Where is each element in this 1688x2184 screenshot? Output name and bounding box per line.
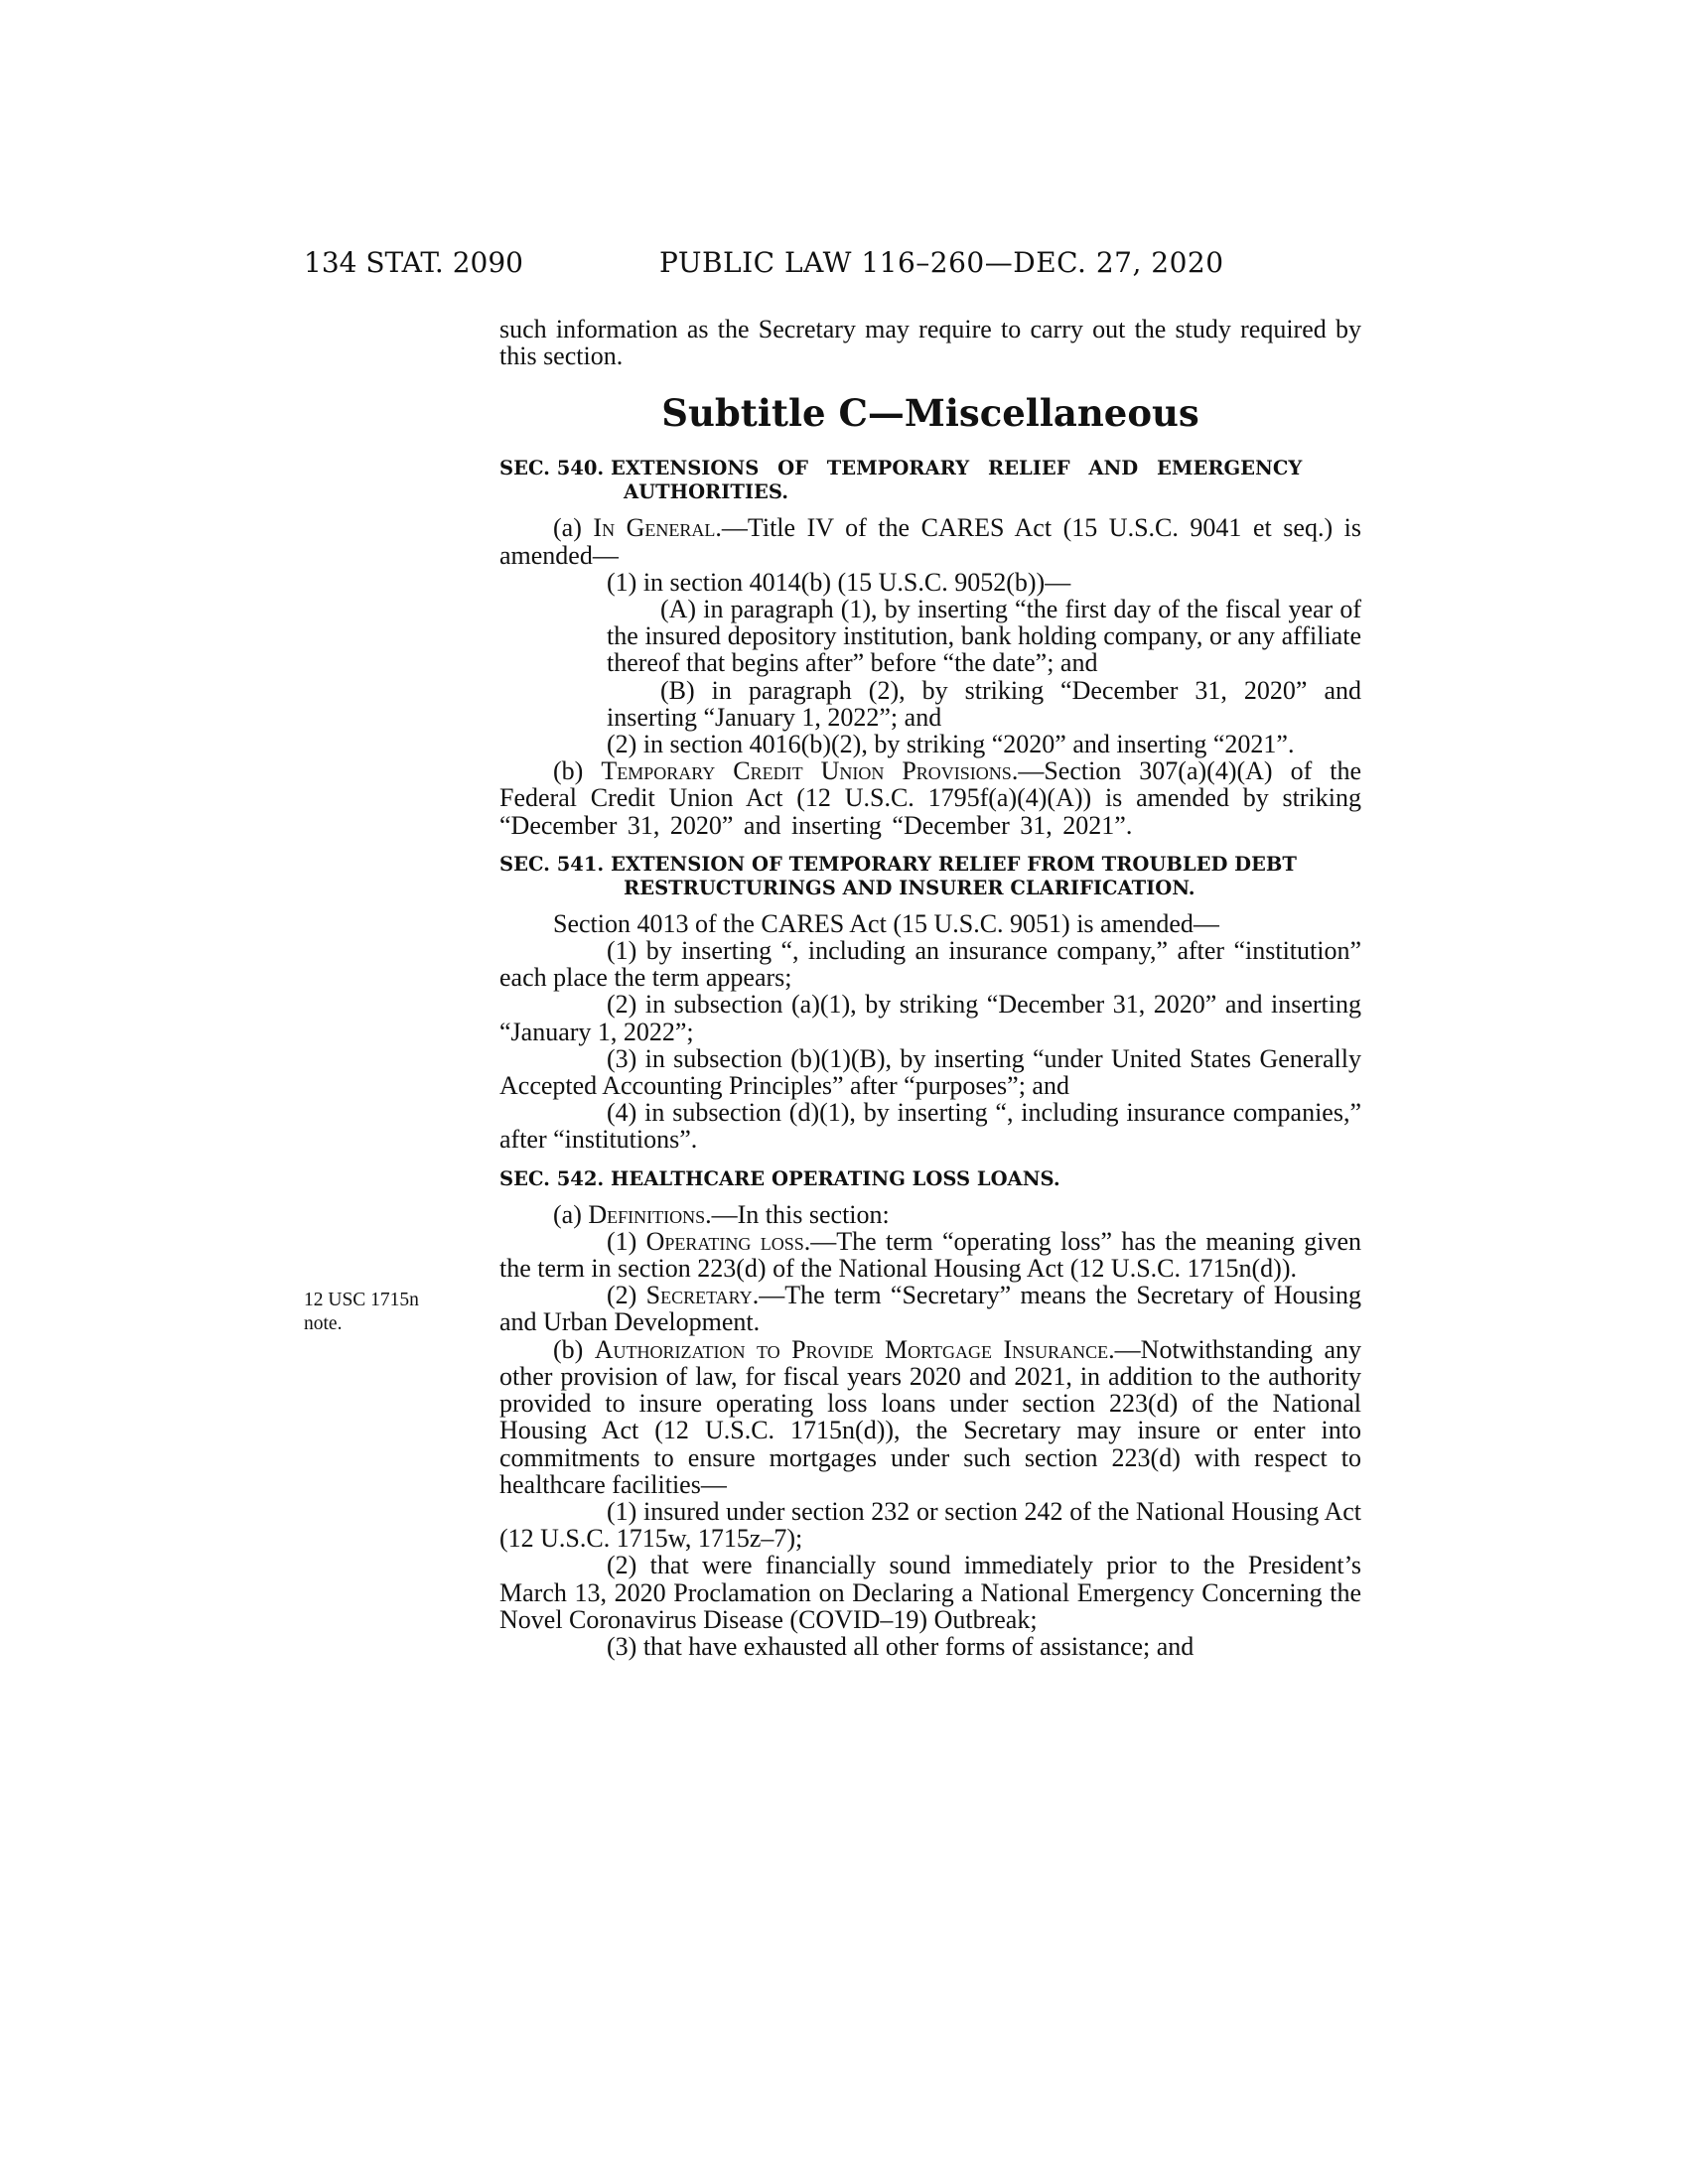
sec-540-heading [499,457,1361,504]
sec-540-a-1: (1) in section 4014(b) (15 U.S.C. 9052(b))— [607,567,1071,597]
sec-542-a-2: (2) Secretary.—The term “Secretary” means the Secretary of Housing and Urban Development. [499,1281,1361,1337]
sec-541-title-line2: RESTRUCTURINGS AND INSURER CLARIFICATION. [624,876,1196,899]
sec-540-title-line2: AUTHORITIES. [624,480,789,504]
statute-page-number: 134 STAT. 2090 [304,246,523,279]
sec-542-b-2: (2) that were financially sound immediately prior to the President’s March 13, 2020 Proclamation on Declaring a National Emergency Concerning the Novel Coronavirus Disease (COVID–19) Outbreak; [499,1551,1361,1634]
sec-541-title-line1: EXTENSION OF TEMPORARY RELIEF FROM TROUBLED DEBT [611,852,1297,876]
continuation-paragraph: such information as the Secretary may require to carry out the study required by this section. [499,315,1361,371]
sec-542-heading: SEC. 542. HEALTHCARE OPERATING LOSS LOANS. [499,1166,1060,1190]
sec-540-a: (a) In General.—Title IV of the CARES Act (15 U.S.C. 9041 et seq.) is amended— [499,513,1361,570]
sec-542-b-1: (1) insured under section 232 or section 242 of the National Housing Act (12 U.S.C. 1715w, 1715z–7); [499,1496,1361,1554]
sec-540-label: SEC. 540. [499,457,605,480]
sec-540-title-line1: EXTENSIONS OF TEMPORARY RELIEF AND EMERGENCY [611,457,1303,480]
sec-540-a-1-A-wrap [499,596,1361,731]
sec-540-b-heading: Temporary Credit Union Provisions [601,756,1012,786]
sec-542-a-1: (1) Operating loss.—The term “operating loss” has the meaning given the term in section 223(d) of the National Housing Act (12 U.S.C. 1715n(d)). [499,1226,1361,1284]
sec-542-b: (b) Authorization to Provide Mortgage Insurance.—Notwithstanding any other provision of law, for fiscal years 2020 and 2021, in addition to the authority provided to insure operating loss loans under section 223(d) of the National Housing Act (12 U.S.C. 1715n(d)), the Secretary may insure or enter into commitments to ensure mortgages under such section 223(d) with respect to healthcare facilities— [499,1334,1361,1499]
subtitle-heading: Subtitle C—Miscellaneous [661,391,1199,436]
sec-541-3: (3) in subsection (b)(1)(B), by inserting “under United States Generally Accepted Accounting Principles” after “purposes”; and [499,1043,1361,1101]
sec-540-a-2: (2) in section 4016(b)(2), by striking “2020” and inserting “2021”. [607,730,1295,759]
sec-541-4: (4) in subsection (d)(1), by inserting “, including insurance companies,” after “institutions”. [499,1098,1361,1155]
sec-542-b-heading: Authorization to Provide Mortgage Insurance [594,1334,1109,1364]
sec-540-b: (b) Temporary Credit Union Provisions.—Section 307(a)(4)(A) of the Federal Credit Union Act (12 U.S.C. 1795f(a)(4)(A)) is amended by striking “December 31, 2020” and inserting “December 31, 2021”. [499,756,1361,840]
sec-541-1: (1) by inserting “, including an insurance company,” after “institution” each place the term appears; [499,936,1361,993]
sec-542-a-heading: Definitions [588,1199,706,1229]
margin-note-line1: 12 USC 1715n [304,1290,419,1310]
margin-note-line2: note. [304,1313,343,1334]
sec-542-a: (a) Definitions.—In this section: [553,1199,890,1229]
sec-541-lead: Section 4013 of the CARES Act (15 U.S.C. 9051) is amended— [553,908,1219,938]
sec-542-a-1-heading: Operating loss [645,1226,804,1256]
margin-note [304,1289,453,1336]
sec-542-a-2-heading: Secretary [645,1281,753,1310]
sec-542-b-3: (3) that have exhausted all other forms of assistance; and [607,1631,1195,1661]
sec-540-a-1-B: (B) in paragraph (2), by striking “December 31, 2020” and inserting “January 1, 2022”; and [607,675,1361,732]
sec-540-a-heading: In General [593,513,716,543]
sec-541-label: SEC. 541. [499,852,605,876]
sec-540-a-1-A: (A) in paragraph (1), by inserting “the first day of the fiscal year of the insured depository institution, bank holding company, or any affiliate thereof that begins after” before “the date”; and [607,595,1361,678]
sec-541-2: (2) in subsection (a)(1), by striking “December 31, 2020” and inserting “January 1, 2022”; [499,990,1361,1046]
body-column [499,316,1361,1660]
public-law-header: PUBLIC LAW 116–260—DEC. 27, 2020 [659,246,1224,279]
sec-541-heading [499,853,1361,900]
